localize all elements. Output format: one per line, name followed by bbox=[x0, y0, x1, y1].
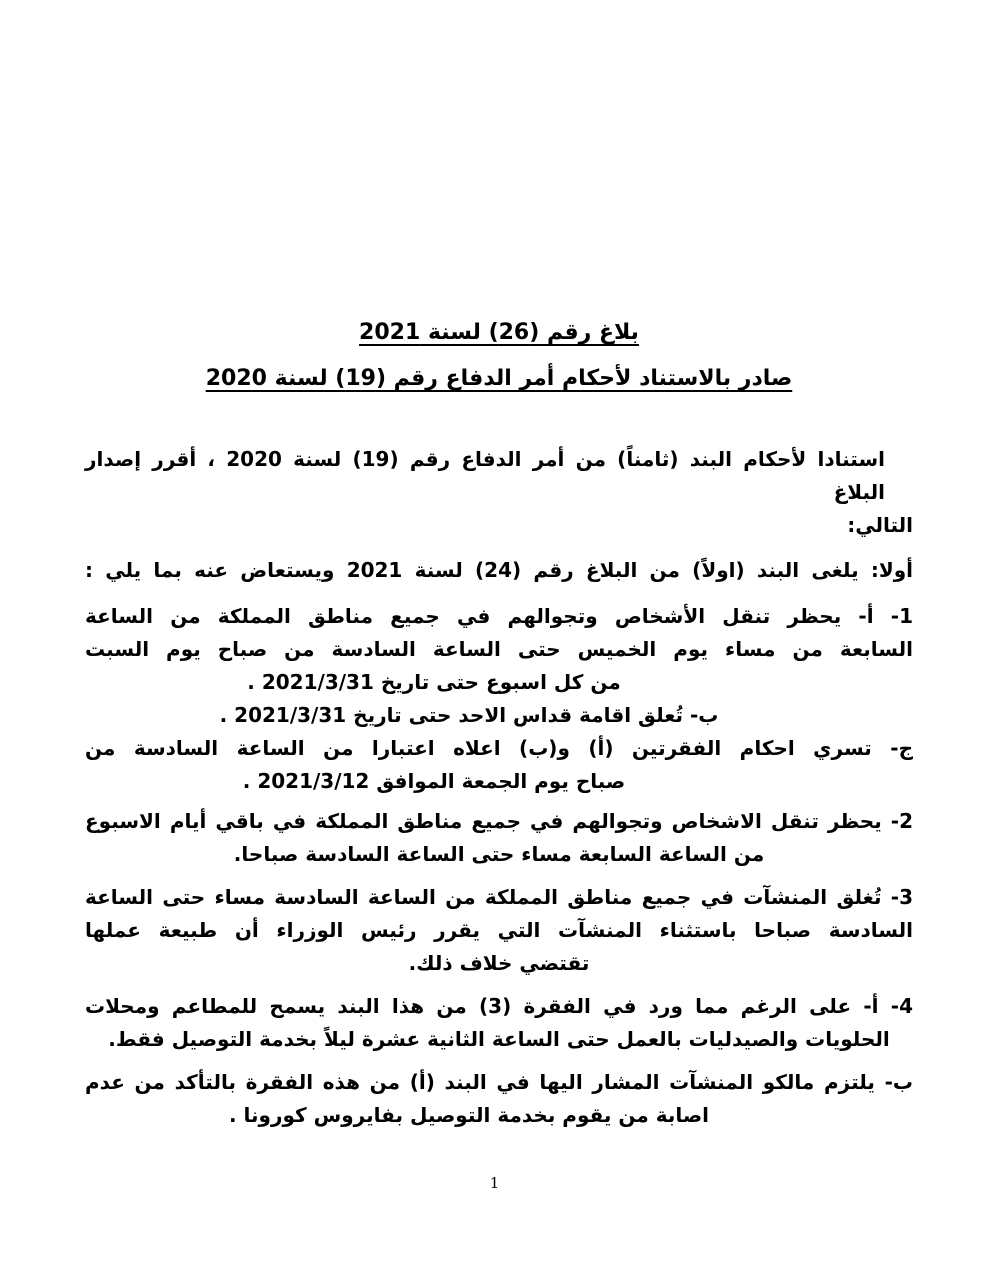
item-3-line-2: السادسة صباحا باستثناء المنشآت التي يقرر رئيس الوزراء أن طبيعة عملها bbox=[85, 918, 913, 942]
item-1c-line-2: صباح يوم الجمعة الموافق 2021/3/12 . bbox=[242, 769, 626, 793]
clause-first bbox=[85, 554, 913, 587]
intro-line-1: استنادا لأحكام البند (ثامناً) من أمر الدفاع رقم (19) لسنة 2020 ، أقرر إصدار البلاغ bbox=[85, 447, 885, 504]
item-3-line-3: تقتضي خلاف ذلك. bbox=[408, 951, 590, 975]
page-number: 1 bbox=[489, 1174, 500, 1192]
item-3 bbox=[85, 881, 913, 980]
item-1b bbox=[85, 699, 913, 732]
item-4b-line-1: ب- يلتزم مالكو المنشآت المشار اليها في البند (أ) من هذه الفقرة بالتأكد من عدم bbox=[85, 1070, 913, 1094]
item-3-line-1: 3- تُغلق المنشآت في جميع مناطق المملكة من الساعة السادسة مساء حتى الساعة bbox=[85, 885, 913, 909]
item-2-line-2: من الساعة السابعة مساء حتى الساعة السادسة صباحا. bbox=[233, 842, 765, 866]
item-4a-line-1: 4- أ- على الرغم مما ورد في الفقرة (3) من هذا البند يسمح للمطاعم ومحلات bbox=[85, 994, 913, 1018]
item-4b bbox=[85, 1066, 913, 1132]
document-body bbox=[85, 310, 913, 1132]
intro-paragraph bbox=[85, 443, 913, 542]
item-4a-line-2: الحلويات والصيدليات بالعمل حتى الساعة الثانية عشرة ليلاً بخدمة التوصيل فقط. bbox=[108, 1027, 890, 1051]
document-title bbox=[85, 310, 913, 402]
item-1c-line-1: ج- تسري احكام الفقرتين (أ) و(ب) اعلاه اعتبارا من الساعة السادسة من bbox=[85, 736, 913, 760]
clause-first-line: أولا: يلغى البند (اولاً) من البلاغ رقم (24) لسنة 2021 ويستعاض عنه بما يلي : bbox=[85, 558, 913, 582]
item-1c bbox=[85, 732, 913, 798]
item-1a-line-2: السابعة من مساء يوم الخميس حتى الساعة السادسة من صباح يوم السبت bbox=[85, 637, 913, 661]
item-1a bbox=[85, 600, 913, 699]
item-2 bbox=[85, 805, 913, 871]
title-line-2: صادر بالاستناد لأحكام أمر الدفاع رقم (19) لسنة 2020 bbox=[205, 366, 793, 391]
item-4a bbox=[85, 990, 913, 1056]
item-1a-line-1: 1- أ- يحظر تنقل الأشخاص وتجوالهم في جميع مناطق المملكة من الساعة bbox=[85, 604, 913, 628]
item-2-line-1: 2- يحظر تنقل الاشخاص وتجوالهم في جميع مناطق المملكة في باقي أيام الاسبوع bbox=[85, 809, 913, 833]
intro-line-2: التالي: bbox=[847, 513, 913, 537]
title-line-1: بلاغ رقم (26) لسنة 2021 bbox=[359, 320, 639, 345]
item-1b-line: ب- تُعلق اقامة قداس الاحد حتى تاريخ 2021/3/31 . bbox=[219, 703, 719, 727]
item-4b-line-2: اصابة من يقوم بخدمة التوصيل بفايروس كورونا . bbox=[228, 1103, 710, 1127]
item-1a-line-3: من كل اسبوع حتى تاريخ 2021/3/31 . bbox=[247, 670, 621, 694]
